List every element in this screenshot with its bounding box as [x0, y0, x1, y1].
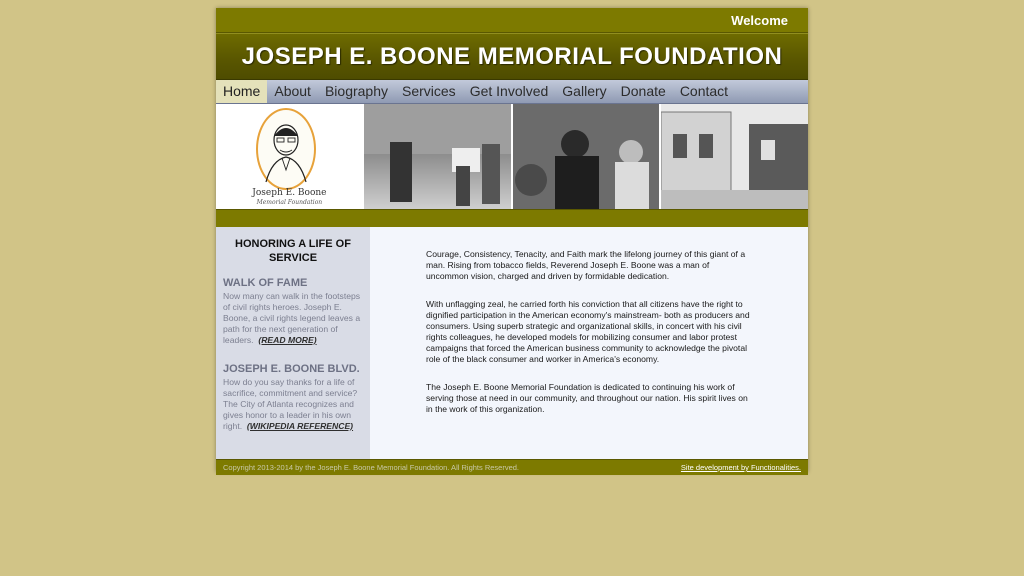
photo-protest-march: [364, 104, 511, 209]
footer: [216, 459, 808, 475]
sidebar-block-boone-blvd: [223, 363, 363, 432]
portrait-oval: [256, 108, 316, 190]
site-title: JOSEPH E. BOONE MEMORIAL FOUNDATION: [241, 43, 783, 70]
welcome-text: Welcome: [731, 13, 788, 28]
nav-item-about[interactable]: About: [274, 83, 311, 99]
church-building-image: [661, 104, 808, 209]
sidebar-title-boone-blvd: JOSEPH E. BOONE BLVD.: [223, 363, 360, 375]
content-paragraph-3: The Joseph E. Boone Memorial Foundation is dedicated to continuing his work of serving those at need in our community, and throughout our nation. His spirit lives on in the work of this organization.: [426, 382, 748, 414]
sidebar-text-walk-of-fame: [223, 291, 363, 346]
olive-divider: [216, 209, 808, 227]
portrait-sketch-icon: [258, 110, 314, 188]
nav-item-services[interactable]: Services: [402, 83, 456, 99]
nav-item-contact[interactable]: Contact: [679, 83, 729, 99]
site-banner: [216, 33, 808, 80]
wikipedia-reference-link[interactable]: (WIKIPEDIA REFERENCE): [246, 421, 354, 431]
sidebar-text-boone-blvd: [223, 377, 363, 432]
site-credit-link[interactable]: Site development by Functionalities.: [680, 463, 801, 472]
sidebar-heading: HONORING A LIFE OF SERVICE: [235, 238, 351, 264]
hero-strip: [216, 104, 808, 209]
main-area: [216, 227, 808, 459]
protest-march-image: [364, 104, 511, 209]
logo-subtitle: Memorial Foundation: [256, 199, 323, 206]
main-nav: [216, 80, 808, 104]
nav-item-gallery[interactable]: Gallery: [562, 83, 607, 99]
sidebar-title-walk-of-fame: WALK OF FAME: [223, 277, 308, 289]
sidebar: [216, 227, 370, 459]
walk-of-fame-description: Now many can walk in the footsteps of civil rights heroes. Joseph E. Boone, a civil rights legend leaves a path for the next generation of leaders.: [223, 291, 361, 345]
sidebar-block-walk-of-fame: [223, 277, 363, 346]
page-container: [216, 8, 808, 472]
logo-name: Joseph E. Boone: [252, 188, 327, 198]
content-paragraph-1: Courage, Consistency, Tenacity, and Faith mark the lifelong journey of this giant of a man. Rising from tobacco fields, Reverend Joseph E. Boone was a man of uncommon vision, charged and driven by formidable dedication.: [426, 249, 746, 281]
boone-blvd-description: How do you say thanks for a life of sacrifice, commitment and service? The City of Atlanta recognizes and gives honor to a leader in his own right.: [223, 377, 358, 431]
content-paragraph-2: With unflagging zeal, he carried forth his conviction that all citizens have the right to dignified participation in the American economy's mainstream- both as producers and consumers. Using superb strategic and organizational skills, in concert with his civil rights colleagues, he developed models for mobilizing consumer and labor protest campaigns that forced the American business community to acknowledge the pivotal role of the black consumer and worker in America's economy.: [426, 299, 750, 364]
top-bar: [216, 8, 808, 33]
foundation-logo: [216, 104, 363, 209]
nav-item-donate[interactable]: Donate: [620, 83, 666, 99]
photo-church-building: [661, 104, 808, 209]
copyright-text: Copyright 2013-2014 by the Joseph E. Boone Memorial Foundation. All Rights Reserved.: [223, 463, 520, 472]
nav-item-get-involved[interactable]: Get Involved: [469, 83, 549, 99]
read-more-link[interactable]: (READ MORE): [258, 335, 317, 345]
main-content: [370, 227, 808, 459]
nav-item-biography[interactable]: Biography: [324, 83, 388, 99]
photo-press-conference: [513, 104, 660, 209]
nav-item-home[interactable]: Home: [216, 80, 267, 103]
press-conference-image: [513, 104, 660, 209]
